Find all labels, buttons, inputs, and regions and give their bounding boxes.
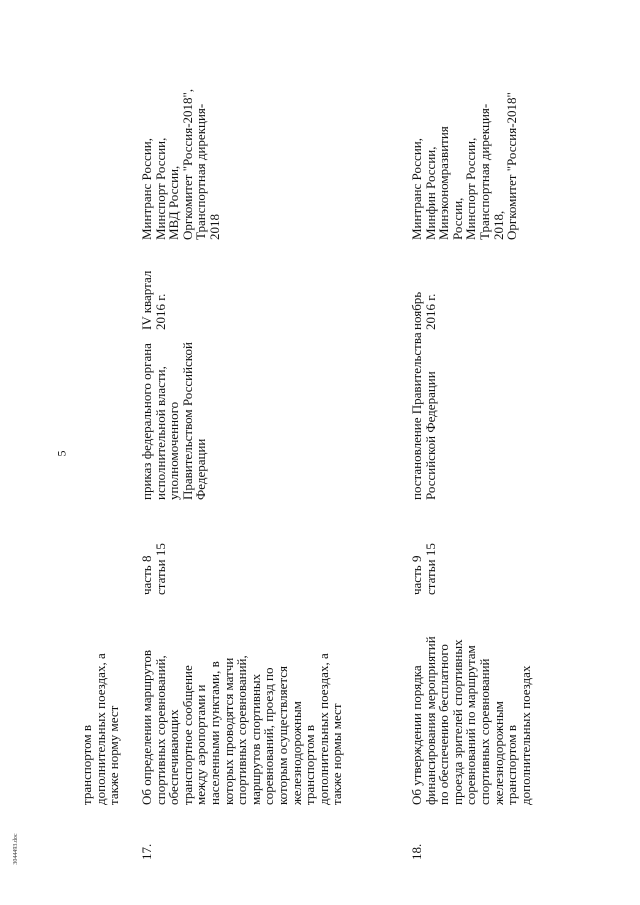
text-line: приказ федерального органа <box>139 343 154 500</box>
text-line: Транспортная дирекция- <box>476 103 492 240</box>
text-line: IV квартал <box>139 270 154 330</box>
text-line: Правительством Российской <box>179 342 195 500</box>
text-line: Оргкомитет "Россия-2018" <box>504 92 520 240</box>
text-line: Об утверждении порядка <box>409 665 424 805</box>
text-line: дополнительных поездах, а <box>92 653 108 805</box>
text-line: маршрутов спортивных <box>247 673 263 805</box>
deadline-cell <box>140 255 167 330</box>
text-line: 2018 <box>206 214 222 240</box>
text-line: по обеспечению бесплатного <box>436 644 452 805</box>
text-line: транспортом в <box>504 725 520 805</box>
document-title-cell <box>410 625 532 805</box>
text-line: Минспорт России, <box>152 137 168 240</box>
text-line: Минэкономразвития <box>436 126 452 240</box>
text-line: Минфин России, <box>422 146 438 240</box>
text-line: транспортное сообщение <box>179 665 195 805</box>
text-line: спортивных соревнований, <box>234 655 250 805</box>
text-line: статьи 15 <box>152 543 168 595</box>
act-type-cell <box>409 332 438 500</box>
text-line: железнодорожным <box>288 701 304 805</box>
text-line: также норму мест <box>106 705 122 805</box>
text-line: дополнительных поездах, а <box>315 653 331 805</box>
continuation-text <box>80 625 121 805</box>
act-type-cell <box>139 342 209 500</box>
text-line: часть 8 <box>139 555 154 595</box>
law-article-cell <box>140 520 167 595</box>
text-line: соревнований, проезд по <box>261 667 277 805</box>
text-line: населенными пунктами, в <box>206 661 222 805</box>
text-line: Минспорт России, <box>463 137 479 240</box>
document-title-cell <box>140 625 344 805</box>
text-line: ноябрь <box>409 291 424 330</box>
text-line: 2016 г. <box>422 293 438 330</box>
text-line: Федерации <box>193 438 209 500</box>
text-line: исполнительной власти, <box>152 366 168 500</box>
row-number: 17. <box>139 843 154 860</box>
text-line: спортивных соревнований <box>476 658 492 805</box>
text-line: часть 9 <box>409 555 424 595</box>
responsible-cell <box>140 65 222 240</box>
text-line: статьи 15 <box>422 543 438 595</box>
text-line: уполномоченного <box>166 401 182 500</box>
text-line: Транспортная дирекция- <box>193 103 209 240</box>
text-line: Об определении маршрутов <box>139 650 154 805</box>
text-line: постановление Правительства <box>409 332 424 500</box>
deadline-cell <box>410 255 437 330</box>
row-number: 18. <box>409 843 424 860</box>
text-line: соревнований по маршрутам <box>463 645 479 805</box>
text-line: финансирования мероприятий <box>422 636 438 805</box>
page-number: 5 <box>54 450 69 457</box>
text-line: Минтранс России, <box>409 138 424 240</box>
text-line: Оргкомитет "Россия-2018", <box>179 88 195 240</box>
text-line: 2016 г. <box>152 293 168 330</box>
text-line: обеспечивающих <box>166 709 182 805</box>
text-line: также нормы мест <box>329 703 345 805</box>
text-line: МВД России, <box>166 165 182 240</box>
text-line: транспортом в <box>79 725 94 805</box>
law-article-cell <box>410 520 437 595</box>
responsible-cell <box>410 65 519 240</box>
text-line: транспортом в <box>302 725 318 805</box>
text-line: проезда зрителей спортивных <box>449 639 465 805</box>
rotated-table <box>80 60 620 860</box>
text-line: Минтранс России, <box>139 138 154 240</box>
text-line: Российской Федерации <box>422 371 438 500</box>
text-line: России, <box>449 197 465 240</box>
text-line: 2018, <box>490 210 506 240</box>
document-footer-code: 3044493.doc <box>13 833 19 865</box>
text-line: между аэропортами и <box>193 684 209 805</box>
text-line: которым осуществляется <box>274 666 290 805</box>
text-line: спортивных соревнований, <box>152 655 168 805</box>
text-line: железнодорожным <box>490 701 506 805</box>
text-line: дополнительных поездах <box>517 665 533 805</box>
text-line: которых проводятся матчи <box>220 657 236 805</box>
